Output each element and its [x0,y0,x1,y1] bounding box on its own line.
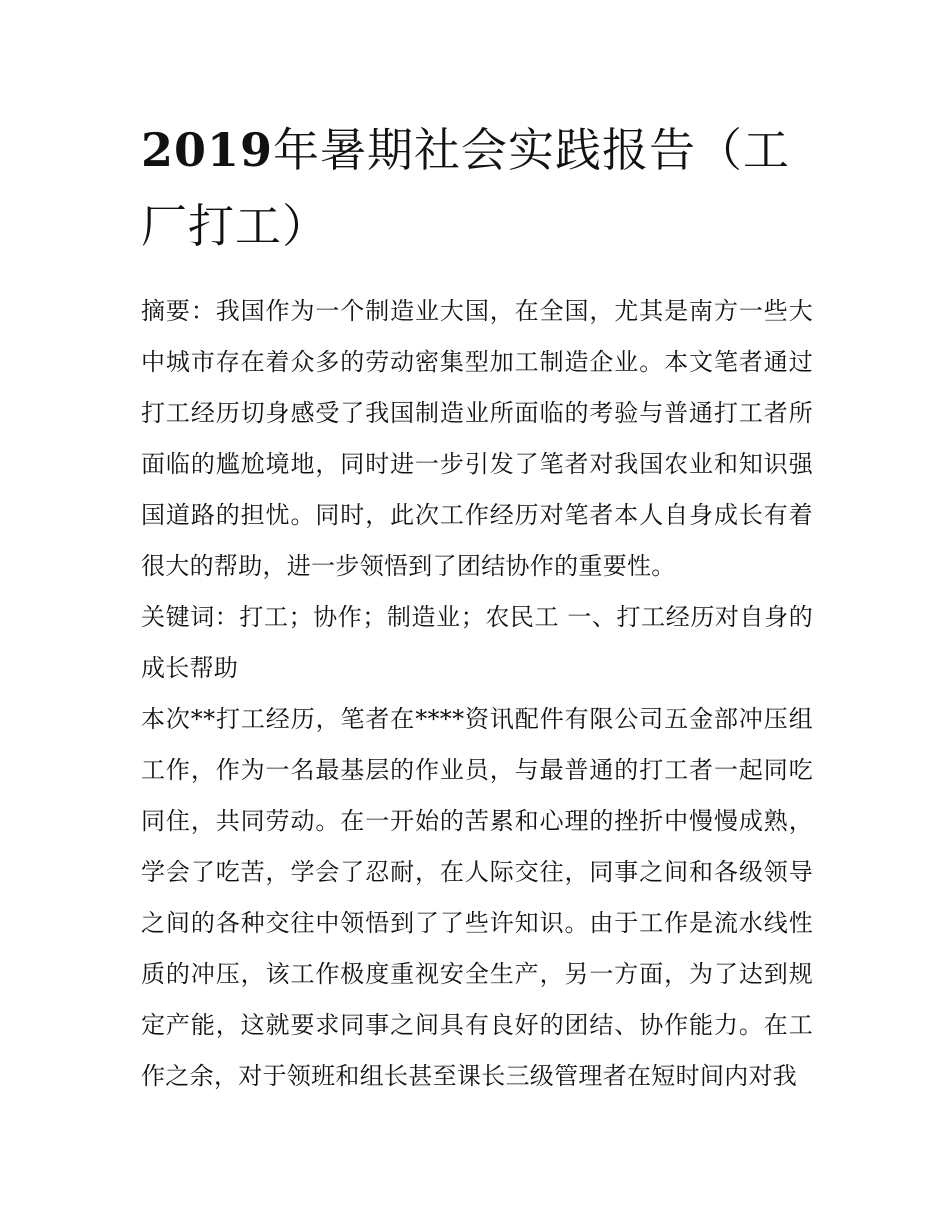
body-paragraph: 本次**打工经历，笔者在****资讯配件有限公司五金部冲压组工作，作为一名最基层的作业员，与最普通的打工者一起同吃同住，共同劳动。在一开始的苦累和心理的挫折中慢慢成熟，学会了吃苦，学会了忍耐，在人际交往，同事之间和各级领导之间的各种交往中领悟到了了些许知识。由于工作是流水线性质的冲压，该工作极度重视安全生产，另一方面，为了达到规定产能，这就要求同事之间具有良好的团结、协作能力。在工作之余，对于领班和组长甚至课长三级管理者在短时间内对我 [141,705,813,1090]
keywords-paragraph: 关键词：打工；协作；制造业；农民工 一、打工经历对自身的成长帮助 [141,603,813,682]
title-year: 2019 [141,123,274,177]
document-title [141,112,813,264]
document-page [141,112,813,1102]
abstract-paragraph: 摘要：我国作为一个制造业大国，在全国，尤其是南方一些大中城市存在着众多的劳动密集型加工制造企业。本文笔者通过打工经历切身感受了我国制造业所面临的考验与普通打工者所面临的尴尬境地，同时进一步引发了笔者对我国农业和知识强国道路的担忧。同时，此次工作经历对笔者本人自身成长有着很大的帮助，进一步领悟到了团结协作的重要性。 [141,297,813,580]
title-text: 年暑期社会实践报告（工厂打工） [141,123,791,253]
